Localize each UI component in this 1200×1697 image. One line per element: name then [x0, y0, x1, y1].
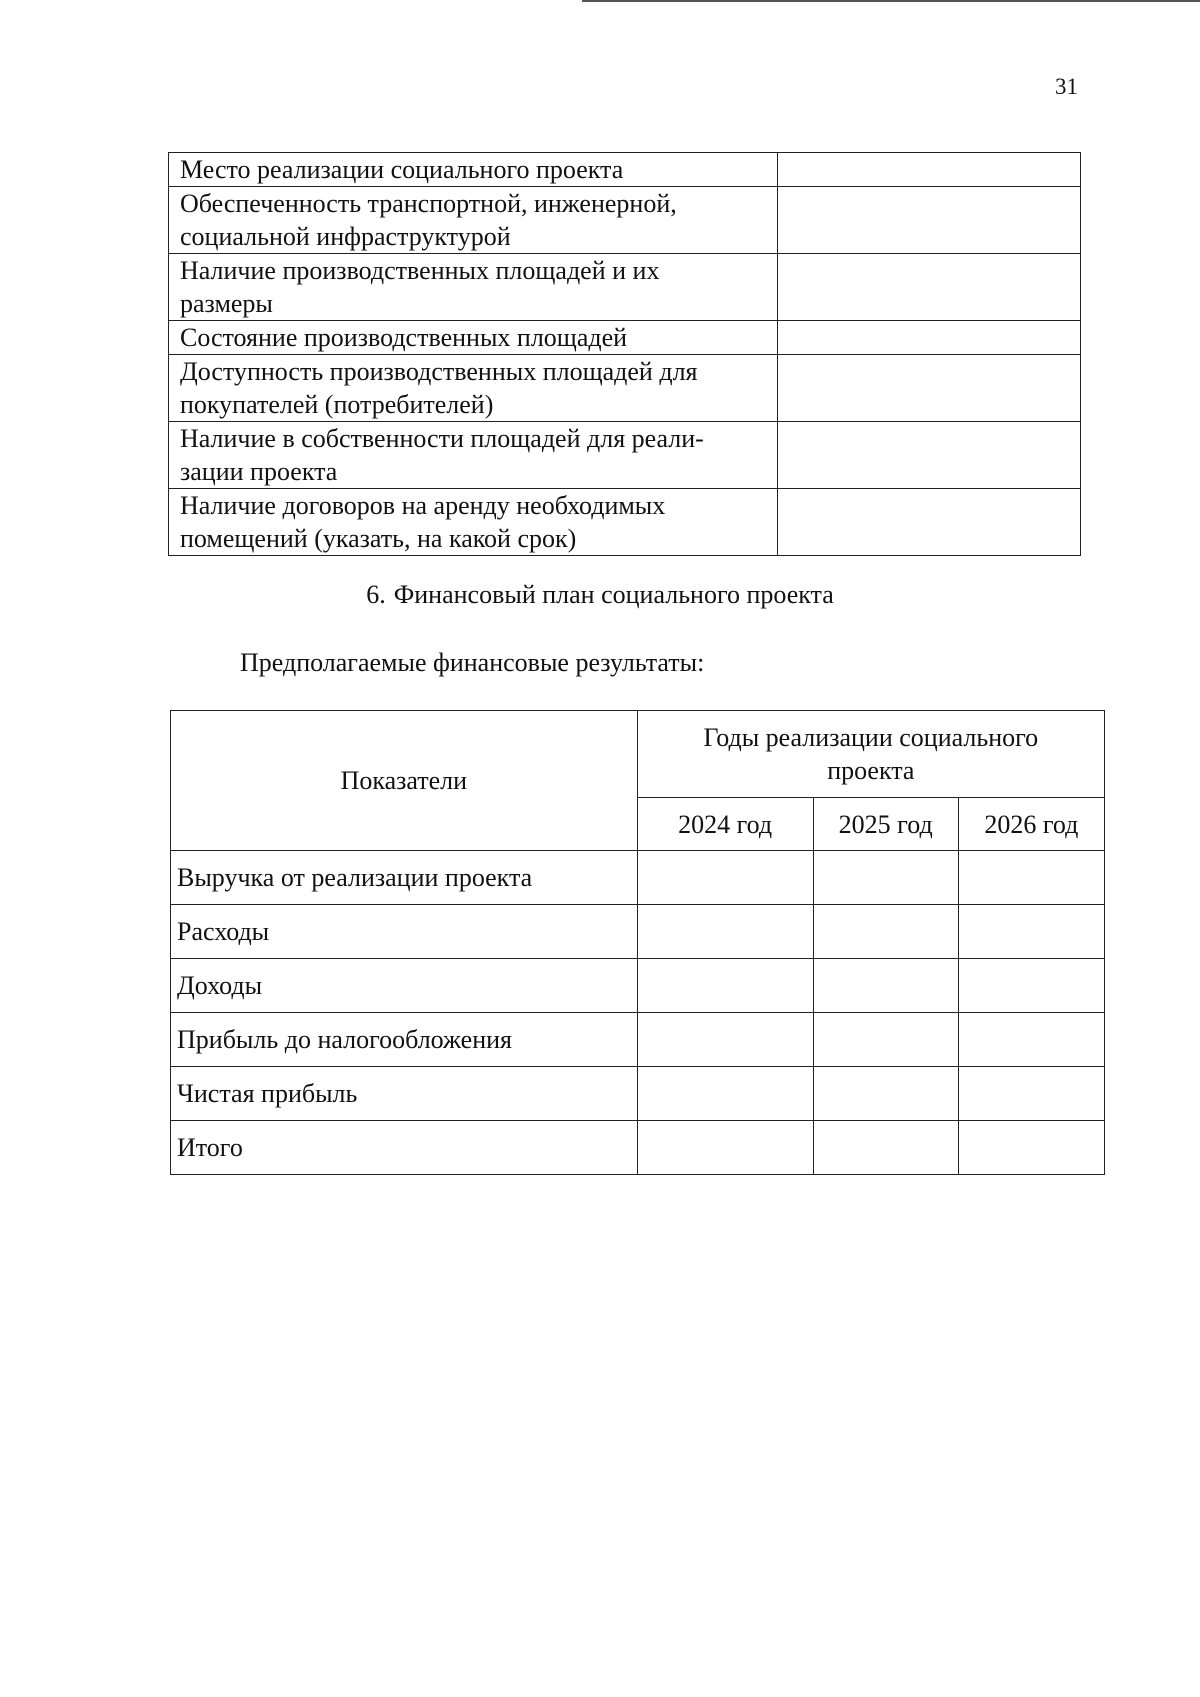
label-line: Доступность производственных площадей для	[180, 357, 698, 386]
row-label: Итого	[171, 1121, 638, 1175]
value-cell	[813, 1121, 958, 1175]
row-label	[169, 187, 778, 254]
page-number: 31	[1055, 74, 1078, 99]
header-years	[637, 711, 1104, 798]
table-row	[169, 153, 1081, 187]
table-row	[171, 851, 1105, 905]
table-row	[169, 422, 1081, 489]
header-year-2026: 2026 год	[958, 798, 1104, 851]
value-cell	[637, 1067, 813, 1121]
table-row	[171, 905, 1105, 959]
table-row	[169, 187, 1081, 254]
value-cell	[777, 422, 1080, 489]
label-line: Состояние производственных площадей	[180, 323, 628, 352]
row-label	[169, 321, 778, 355]
section-number: 6.	[366, 580, 386, 609]
row-label: Расходы	[171, 905, 638, 959]
table-row	[169, 321, 1081, 355]
header-year-2024: 2024 год	[637, 798, 813, 851]
value-cell	[777, 153, 1080, 187]
value-cell	[813, 1067, 958, 1121]
label-line: покупателей (потребителей)	[180, 390, 494, 419]
table-row	[169, 489, 1081, 556]
value-cell	[813, 905, 958, 959]
value-cell	[777, 187, 1080, 254]
label-line: Наличие договоров на аренду необходимых	[180, 491, 666, 520]
financial-results-table	[170, 710, 1105, 1175]
value-cell	[958, 905, 1104, 959]
label-line: размеры	[180, 289, 273, 318]
value-cell	[637, 1013, 813, 1067]
table-row	[171, 959, 1105, 1013]
row-label: Прибыль до налогообложения	[171, 1013, 638, 1067]
table-row	[169, 254, 1081, 321]
row-label	[169, 254, 778, 321]
table-row	[171, 1067, 1105, 1121]
value-cell	[958, 959, 1104, 1013]
value-cell	[637, 959, 813, 1013]
value-cell	[958, 1013, 1104, 1067]
value-cell	[958, 1121, 1104, 1175]
table-row	[171, 1013, 1105, 1067]
scan-top-edge-line	[582, 0, 1200, 2]
value-cell	[958, 851, 1104, 905]
table-row	[171, 1121, 1105, 1175]
value-cell	[777, 489, 1080, 556]
header-year-2025: 2025 год	[813, 798, 958, 851]
row-label	[169, 422, 778, 489]
value-cell	[777, 355, 1080, 422]
value-cell	[777, 321, 1080, 355]
label-line: Место реализации социального проекта	[180, 155, 624, 184]
row-label: Выручка от реализации проекта	[171, 851, 638, 905]
header-years-line: Годы реализации социального	[703, 723, 1039, 752]
label-line: Наличие производственных площадей и их	[180, 256, 660, 285]
label-line: социальной инфраструктурой	[180, 222, 511, 251]
section-heading	[0, 580, 1200, 610]
value-cell	[637, 905, 813, 959]
table-row	[169, 355, 1081, 422]
value-cell	[958, 1067, 1104, 1121]
row-label: Доходы	[171, 959, 638, 1013]
row-label	[169, 355, 778, 422]
row-label: Чистая прибыль	[171, 1067, 638, 1121]
value-cell	[637, 851, 813, 905]
label-line: помещений (указать, на какой срок)	[180, 524, 577, 553]
value-cell	[813, 1013, 958, 1067]
value-cell	[813, 959, 958, 1013]
label-line: зации проекта	[180, 457, 338, 486]
header-row	[171, 711, 1105, 798]
row-label	[169, 489, 778, 556]
section-title: Финансовый план социального проекта	[393, 580, 834, 609]
row-label	[169, 153, 778, 187]
value-cell	[813, 851, 958, 905]
value-cell	[777, 254, 1080, 321]
label-line: Обеспеченность транспортной, инженерной,	[180, 189, 677, 218]
project-site-table	[168, 152, 1081, 556]
header-indicators: Показатели	[171, 711, 638, 851]
value-cell	[637, 1121, 813, 1175]
label-line: Наличие в собственности площадей для реали-	[180, 424, 704, 453]
header-years-line: проекта	[827, 756, 915, 785]
intro-text: Предполагаемые финансовые результаты:	[240, 648, 705, 677]
